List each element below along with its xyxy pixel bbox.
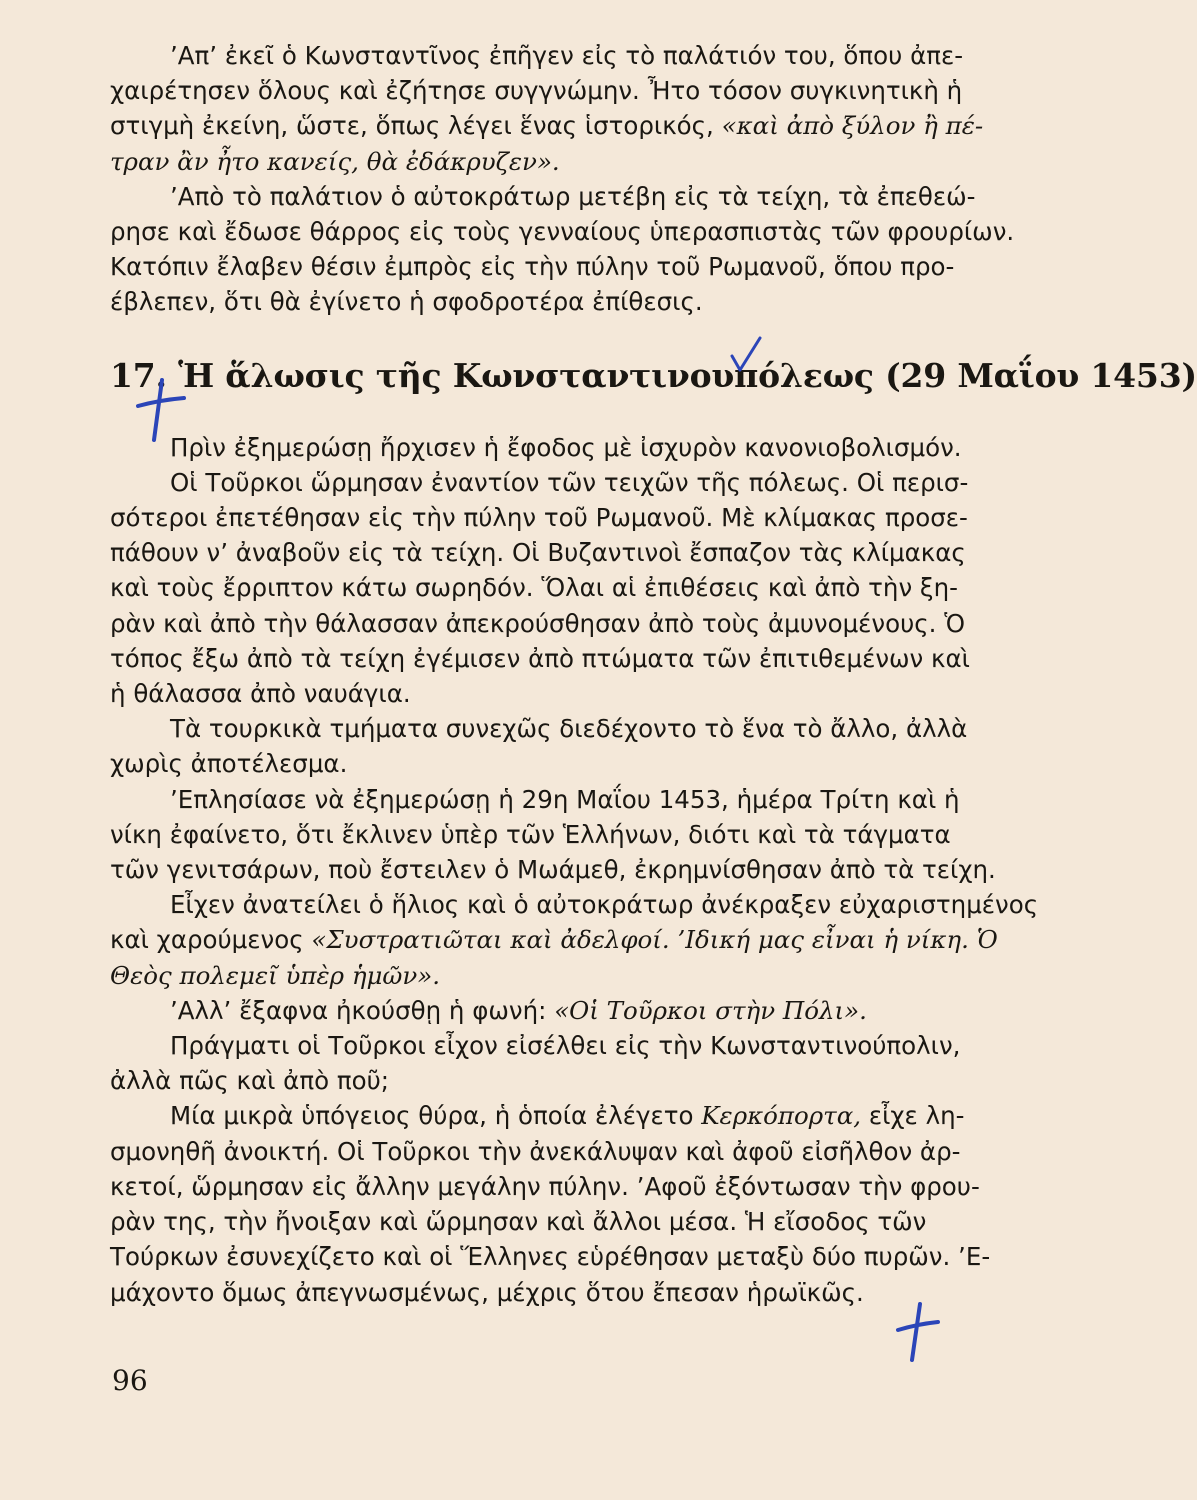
text-line: καὶ χαρούμενος: [110, 925, 312, 955]
text-line: καὶ τοὺς ἔρριπτον κάτω σωρηδόν. Ὅλαι αἱ ἐπιθέσεις καὶ ἀπὸ τὴν ξη-: [110, 573, 958, 603]
body-paragraph-2: [110, 465, 1058, 711]
text-line: Πρὶν ἐξημερώσῃ ἤρχισεν ἡ ἔφοδος μὲ ἰσχυρὸν κανονιοβολισμόν.: [170, 432, 962, 462]
text-line: ’Απὸ τὸ παλάτιον ὁ αὐτοκράτωρ μετέβη εἰς τὰ τείχη, τὰ ἐπεθεώ-: [170, 181, 976, 211]
page-number: 96: [112, 1364, 148, 1397]
section-title: Ἡ ἅλωσις τῆς Κωνσταντινουπόλεως (29 Μαΐου 1453): [178, 355, 1197, 395]
text-line: Τούρκων ἐσυνεχίζετο καὶ οἱ Ἕλληνες εὑρέθησαν μεταξὺ δύο πυρῶν. ’Ε-: [110, 1242, 991, 1272]
body-paragraph-5: [110, 887, 1058, 993]
text-line: Οἱ Τοῦρκοι ὥρμησαν ἐναντίον τῶν τειχῶν τῆς πόλεως. Οἱ περισ-: [170, 467, 969, 497]
text-line: σότεροι ἐπετέθησαν εἰς τὴν πύλην τοῦ Ρωμανοῦ. Μὲ κλίμακας προσε-: [110, 503, 968, 533]
text-line: χωρὶς ἀποτέλεσμα.: [110, 749, 348, 779]
text-line: Εἶχεν ἀνατείλει ὁ ἥλιος καὶ ὁ αὐτοκράτωρ ἀνέκραξεν εὐχαριστημένος: [170, 890, 1039, 920]
quote-text: Θεὸς πολεμεῖ ὑπὲρ ἡμῶν».: [110, 960, 441, 990]
section-number: 17.: [110, 355, 167, 395]
italic-term: Κερκόπορτα,: [701, 1101, 862, 1131]
text-line: Τὰ τουρκικὰ τμήματα συνεχῶς διεδέχοντο τὸ ἕνα τὸ ἄλλο, ἀλλὰ: [170, 714, 968, 744]
cross-mark-icon: [132, 376, 188, 446]
text-line: ρὰν της, τὴν ἤνοιξαν καὶ ὥρμησαν καὶ ἄλλοι μέσα. Ἡ εἴσοδος τῶν: [110, 1207, 927, 1237]
text-line: τόπος ἔξω ἀπὸ τὰ τείχη ἐγέμισεν ἀπὸ πτώματα τῶν ἐπιτιθεμένων καὶ: [110, 643, 970, 673]
text-line: ’Απ’ ἐκεῖ ὁ Κωνσταντῖνος ἐπῆγεν εἰς τὸ παλάτιόν του, ὅπου ἀπε-: [170, 41, 964, 70]
body-paragraph-8: [110, 1098, 1058, 1309]
body-paragraph-7: [110, 1028, 1058, 1098]
text-line: Μία μικρὰ ὑπόγειος θύρα, ἡ ὁποία ἐλέγετο: [170, 1101, 702, 1131]
quote-text: τραν ἂν ἦτο κανείς, θὰ ἐδάκρυζεν».: [110, 146, 560, 176]
text-line: ’Επλησίασε νὰ ἐξημερώσῃ ἡ 29η Μαΐου 1453, ἡμέρα Τρίτη καὶ ἡ: [170, 784, 960, 814]
text-line: σμονηθῆ ἀνοικτή. Οἱ Τοῦρκοι τὴν ἀνεκάλυψαν καὶ ἀφοῦ εἰσῆλθον ἀρ-: [110, 1136, 961, 1166]
intro-paragraph-1: [110, 38, 1058, 179]
text-line: εἶχε λη-: [861, 1101, 965, 1131]
text-line: χαιρέτησεν ὅλους καὶ ἐζήτησε συγγνώμην. Ἦτο τόσον συγκινητικὴ ἡ: [110, 76, 963, 106]
text-line: ρὰν καὶ ἀπὸ τὴν θάλασσαν ἀπεκρούσθησαν ἀπὸ τοὺς ἀμυνομένους. Ὁ: [110, 608, 965, 638]
text-line: Πράγματι οἱ Τοῦρκοι εἶχον εἰσέλθει εἰς τὴν Κωνσταντινούπολιν,: [170, 1031, 961, 1061]
quote-text: «Οἱ Τοῦρκοι στὴν Πόλι».: [554, 995, 867, 1025]
text-line: μάχοντο ὅμως ἀπεγνωσμένως, μέχρις ὅτου ἔπεσαν ἡρωϊκῶς.: [110, 1277, 864, 1307]
body-paragraph-1: [110, 430, 1058, 465]
body-paragraph-4: [110, 782, 1058, 888]
text-line: τῶν γενιτσάρων, ποὺ ἔστειλεν ὁ Μωάμεθ, ἐκρημνίσθησαν ἀπὸ τὰ τείχη.: [110, 855, 996, 885]
section-heading: [110, 354, 1197, 398]
body-paragraph-6: [110, 993, 1058, 1028]
text-line: πάθουν ν’ ἀναβοῦν εἰς τὰ τείχη. Οἱ Βυζαντινοὶ ἔσπαζον τὰς κλίμακας: [110, 538, 966, 568]
checkmark-icon: [728, 334, 764, 374]
quote-text: «καὶ ἀπὸ ξύλον ἢ πέ-: [721, 111, 984, 141]
intro-paragraph-2: [110, 179, 1058, 320]
text-line: κετοί, ὥρμησαν εἰς ἄλλην μεγάλην πύλην. ’Αφοῦ ἐξόντωσαν τὴν φρου-: [110, 1171, 980, 1201]
page-content: [110, 38, 1197, 1310]
text-line: ἀλλὰ πῶς καὶ ἀπὸ ποῦ;: [110, 1066, 390, 1096]
text-line: έβλεπεν, ὅτι θὰ ἐγίνετο ἡ σφοδροτέρα ἐπίθεσις.: [110, 287, 703, 317]
text-line: ρησε καὶ ἔδωσε θάρρος εἰς τοὺς γενναίους ὑπερασπιστὰς τῶν φρουρίων.: [110, 217, 1015, 247]
text-line: νίκη ἐφαίνετο, ὅτι ἔκλινεν ὑπὲρ τῶν Ἑλλήνων, διότι καὶ τὰ τάγματα: [110, 819, 951, 849]
body-paragraph-3: [110, 711, 1058, 781]
text-line: στιγμὴ ἐκείνη, ὥστε, ὅπως λέγει ἕνας ἱστορικός,: [110, 111, 722, 141]
quote-text: «Συστρατιῶται καὶ ἀδελφοί. ’Ιδική μας εἶναι ἡ νίκη. Ὁ: [311, 925, 998, 955]
cross-mark-icon: [894, 1300, 942, 1364]
text-line: ἡ θάλασσα ἀπὸ ναυάγια.: [110, 679, 411, 709]
text-line: Κατόπιν ἔλαβεν θέσιν ἐμπρὸς εἰς τὴν πύλην τοῦ Ρωμανοῦ, ὅπου προ-: [110, 252, 955, 282]
text-line: ’Αλλ’ ἔξαφνα ἠκούσθῃ ἡ φωνή:: [170, 995, 555, 1025]
